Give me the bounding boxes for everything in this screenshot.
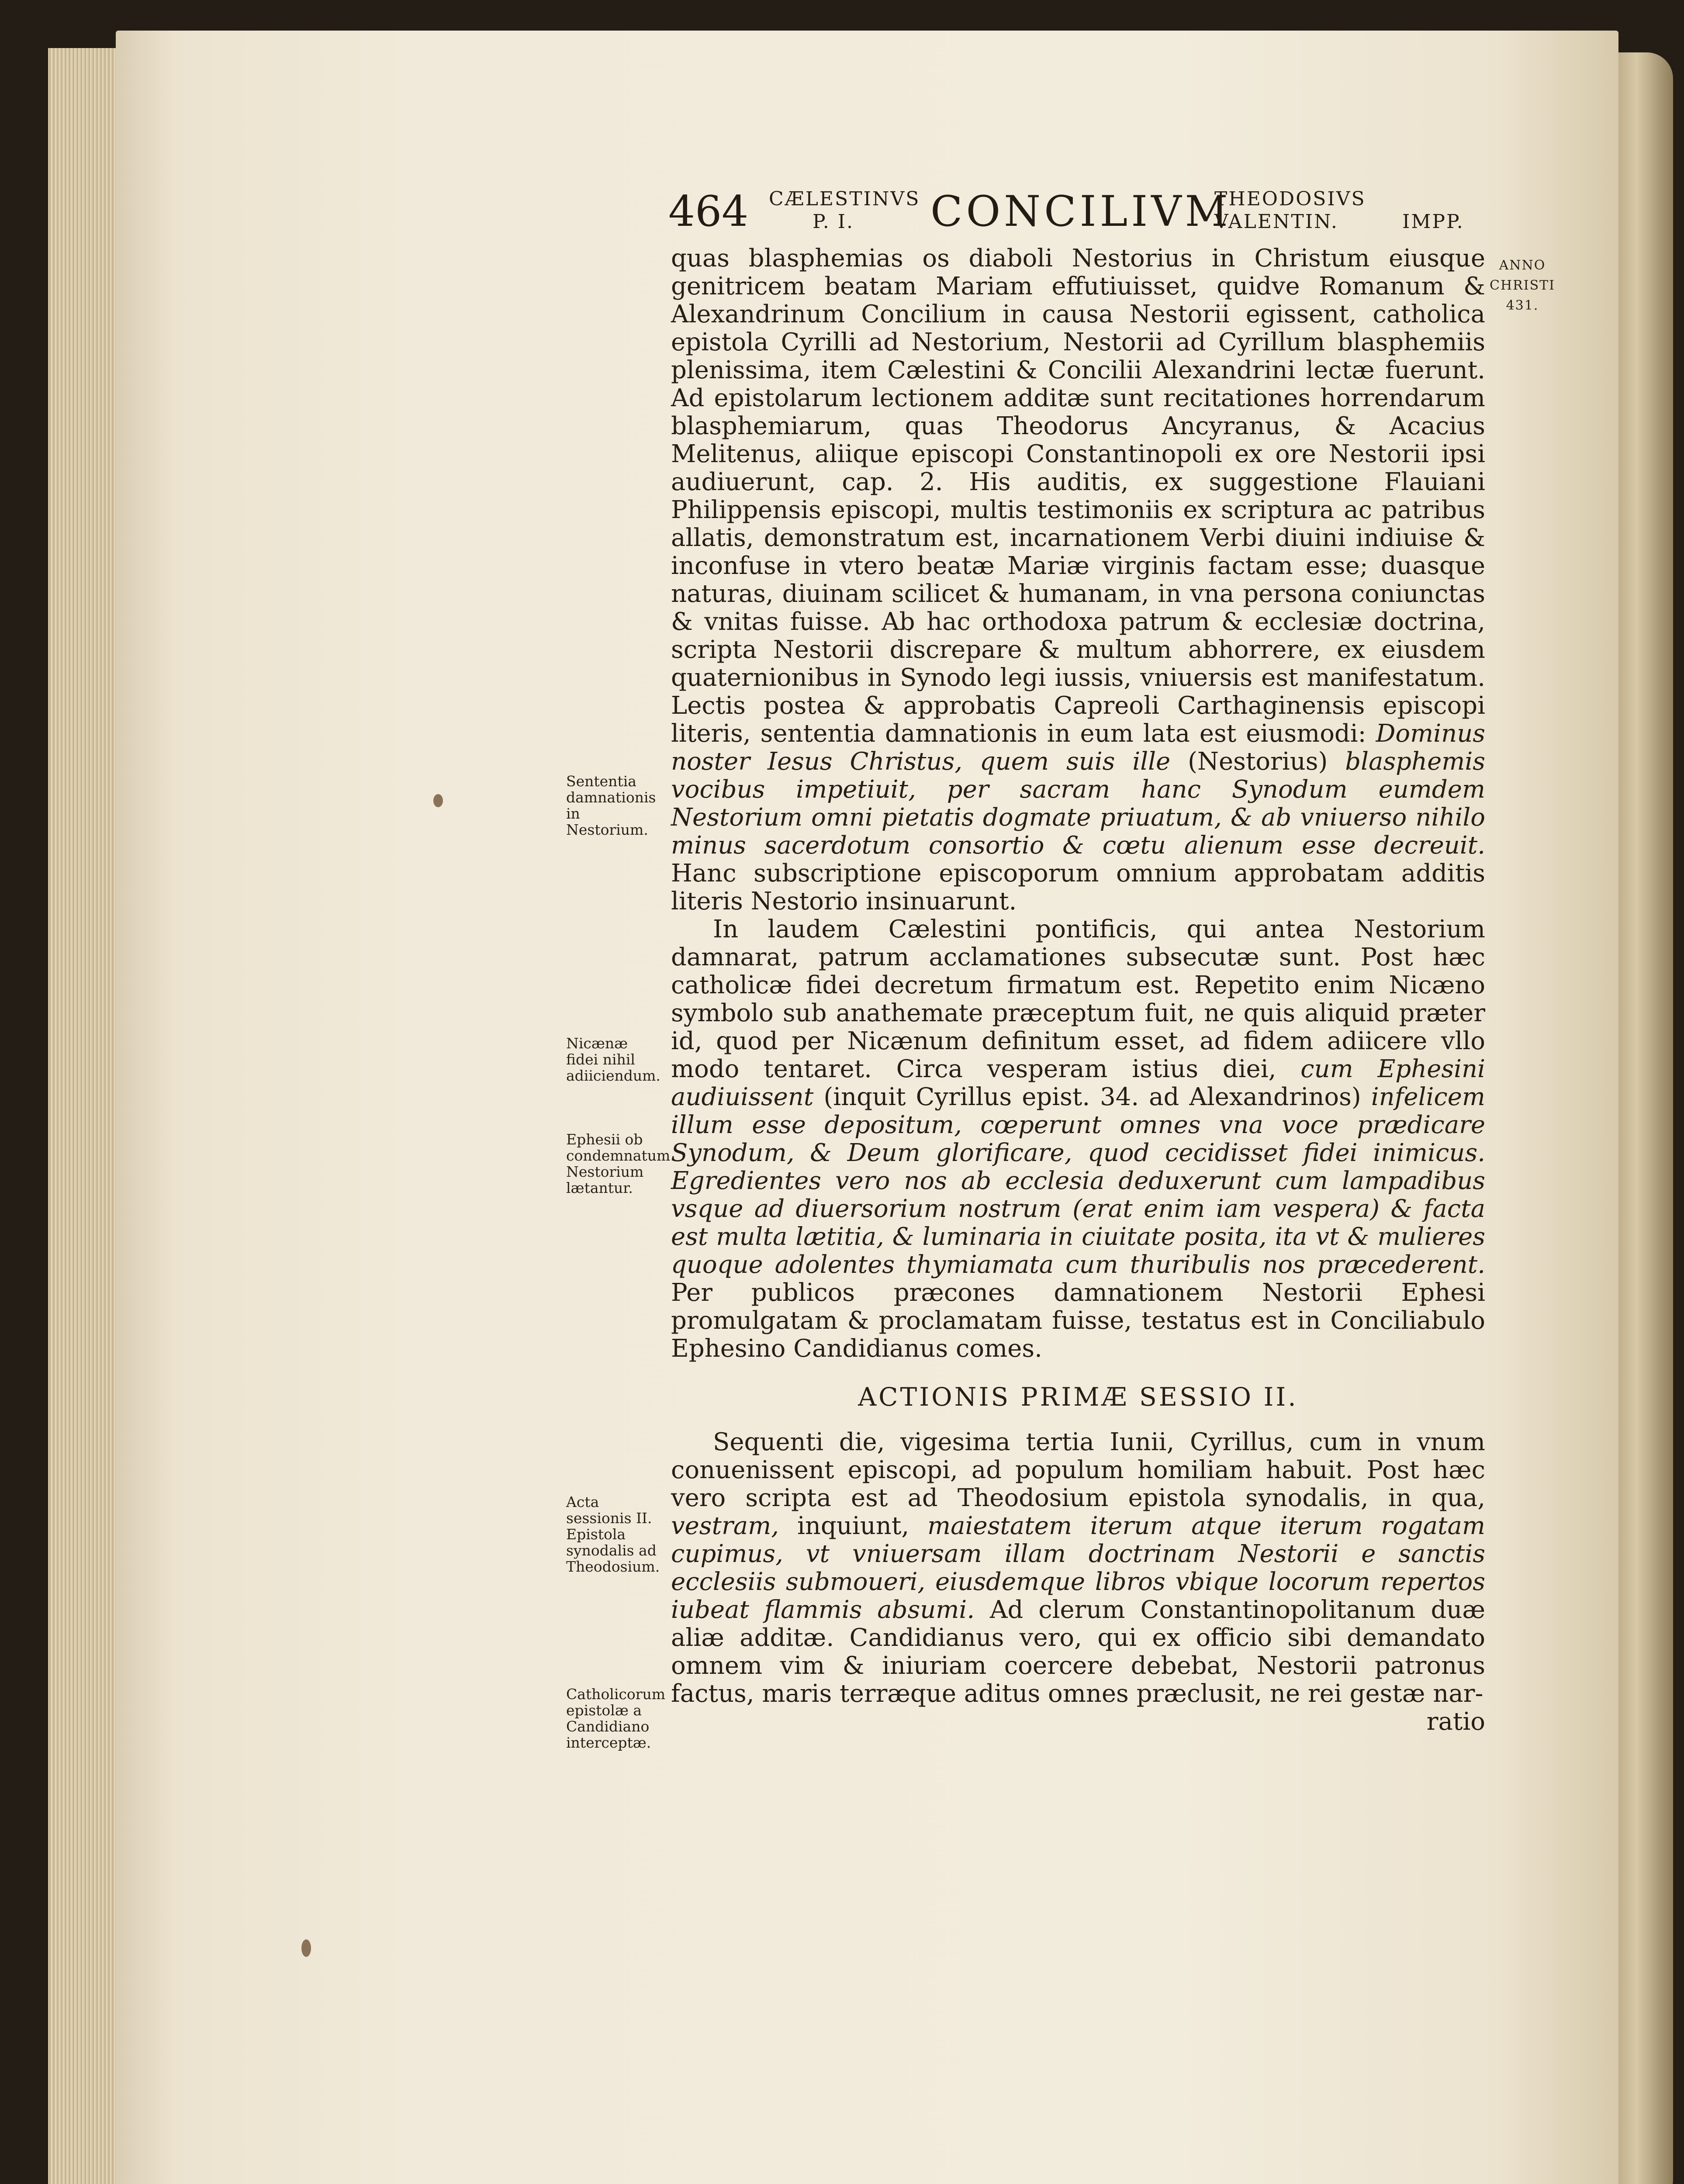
margin-note: Acta sessionis II. Epistola synodalis ad Theodosium. — [566, 1493, 660, 1575]
header-title: CONCILIVM — [930, 187, 1231, 236]
ink-speck — [301, 1939, 311, 1957]
page-edges — [48, 48, 119, 2184]
year-note-anno: ANNO — [1499, 258, 1546, 273]
body-text — [671, 245, 1485, 1736]
paragraph: In laudem Cælestini pontificis, qui antea Nestorium damnarat, patrum acclamationes subsecutæ sunt. Post hæc catholicæ fidei decretum firmatum est. Repetito enim Nicæno symbolo sub anathemate præceptum fuit, ne quis aliquid præter id, quod per Nicænum definitum esset, ad fidem adiicere vllo modo tentaret. Circa vesperam istius diei, cum Ephesini audiuissent (inquit Cyrillus epist. 34. ad Alexandrinos) infelicem illum esse depositum, cœperunt omnes vna voce prædicare Synodum, & Deum glorificare, quod cecidisset fidei inimicus. Egredientes vero nos ab ecclesia deduxerunt cum lampadibus vsque ad diuersorium nostrum (erat enim iam vespera) & facta est multa lætitia, & luminaria in ciuitate posita, ita vt & mulieres quoque adolentes thymiamata cum thuribulis nos præcederent. Per publicos præcones damnationem Nestorii Ephesi promulgatam & proclamatam fuisse, testatus est in Conciliabulo Ephesino Candidianus comes. — [671, 915, 1486, 1363]
paragraph: Sequenti die, vigesima tertia Iunii, Cyrillus, cum in vnum conuenissent episcopi, ad populum homiliam habuit. Post hæc vero scripta est ad Theodosium epistola synodalis, in qua, vestram, inquiunt, maiestatem iterum atque iterum rogatam cupimus, vt vniuersam illam doctrinam Nestorii e sanctis ecclesiis submoueri, eiusdemque libros vbique locorum repertos iubeat flammis absumi. Ad clerum Constantinopolitanum duæ aliæ additæ. Candidianus vero, qui ex officio sibi demandato omnem vim & iniuriam coercere debebat, Nestorii patronus factus, maris terræque aditus omnes præclusit, ne rei gestæ nar- — [671, 1428, 1485, 1708]
catchword: ratio — [1426, 1707, 1485, 1736]
page-number: 464 — [668, 187, 749, 236]
year-note — [1490, 256, 1555, 316]
margin-note: Nicænæ fidei nihil adiiciendum. — [566, 1035, 660, 1084]
header-impp: IMPP. — [1402, 211, 1464, 233]
header-pope-number: P. I. — [813, 211, 854, 233]
next-page-curl — [1612, 52, 1673, 2184]
margin-note: Catholicorum epistolæ a Candidiano interceptæ. — [566, 1686, 666, 1751]
ink-speck — [433, 794, 443, 807]
margin-note: Sententia damnationis in Nestorium. — [566, 773, 656, 838]
header-pope: CÆLESTINVS — [769, 188, 920, 210]
section-heading: ACTIONIS PRIMÆ SESSIO II. — [858, 1382, 1298, 1412]
header-emperor-2: VALENTIN. — [1214, 211, 1338, 233]
year-note-year: 431. — [1506, 298, 1539, 313]
header-emperor: THEODOSIVS — [1214, 188, 1366, 210]
margin-note: Ephesii ob condemnatum Nestorium lætantur. — [566, 1131, 671, 1196]
paragraph: quas blasphemias os diaboli Nestorius in Christum eiusque genitricem beatam Mariam effutiuisset, quidve Romanum & Alexandrinum Concilium in causa Nestorii egissent, catholica epistola Cyrilli ad Nestorium, Nestorii ad Cyrillum blasphemiis plenissima, item Cælestini & Concilii Alexandrini lectæ fuerunt. Ad epistolarum lectionem additæ sunt recitationes horrendarum blasphemiarum, quas Theodorus Ancyranus, & Acacius Melitenus, aliique episcopi Constantinopoli ex ore Nestorii ipsi audiuerunt, cap. 2. His auditis, ex suggestione Flauiani Philippensis episcopi, multis testimoniis ex scriptura ac patribus allatis, demonstratum est, incarnationem Verbi diuini indiuise & inconfuse in vtero beatæ Mariæ virginis factam esse; duasque naturas, diuinam scilicet & humanam, in vna persona coniunctas & vnitas fuisse. Ab hac orthodoxa patrum & ecclesiæ doctrina, scripta Nestorii discrepare & multum abhorrere, ex eiusdem quaternionibus in Synodo legi iussis, vniuersis est manifestatum. Lectis postea & approbatis Capreoli Carthaginensis episcopi literis, sententia damnationis in eum lata est eiusmodi: Dominus noster Iesus Christus, quem suis ille (Nestorius) blasphemis vocibus impetiuit, per sacram hanc Synodum eumdem Nestorium omni pietatis dogmate priuatum, & ab vniuerso nihilo minus sacerdotum consortio & cœtu alienum esse decreuit. Hanc subscriptione episcoporum omnium approbatam additis literis Nestorio insinuarunt. — [671, 244, 1485, 916]
running-header — [668, 183, 1586, 239]
year-note-christi: CHRISTI — [1490, 278, 1555, 293]
